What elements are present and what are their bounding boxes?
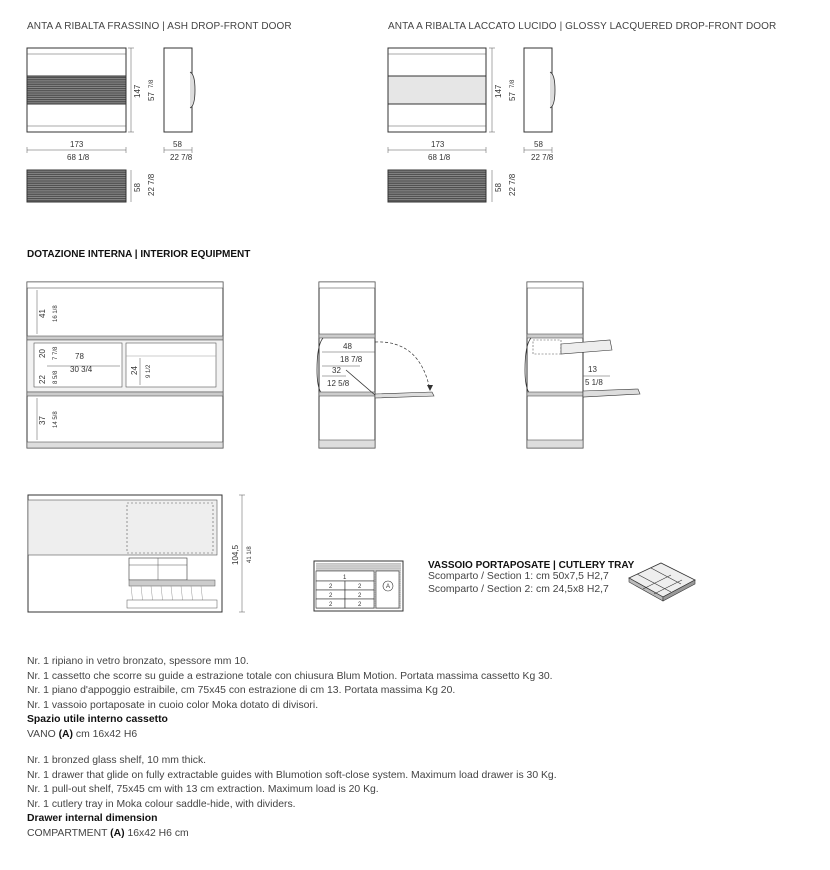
note-compartment: [27, 827, 557, 842]
tray-section-2-label: 2: [329, 593, 333, 599]
dim-right-h-in: 9 1/2: [146, 364, 152, 378]
tray-section-1-label: 1: [343, 575, 347, 581]
dim-drawer-w-cm: 78: [75, 352, 84, 361]
dim-front-h-in: 41 1/8: [247, 546, 253, 563]
dim-depth-in: 22 7/8: [170, 153, 193, 162]
caption-interior-equipment: DOTAZIONE INTERNA | INTERIOR EQUIPMENT: [27, 249, 251, 260]
dim-side-b-cm: 32: [332, 366, 341, 375]
dim-top-cm: 41: [38, 309, 47, 318]
dim-width-in: 68 1/8: [428, 153, 451, 162]
compartment-size: 16x42 H6 cm: [124, 827, 189, 839]
cutlery-tray-info: [428, 560, 634, 596]
dim-height-in-frac: 7/8: [510, 79, 516, 88]
compartment-prefix: COMPARTMENT: [27, 827, 111, 839]
dim-plan-cm: 58: [494, 183, 503, 192]
dim-height-in: 57: [147, 92, 156, 101]
side-section-open-drawer: [317, 282, 434, 448]
dim-mid1-in: 7 7/8: [53, 346, 59, 360]
dim-height-cm: 147: [494, 84, 503, 98]
note-line: Nr. 1 bronzed glass shelf, 10 mm thick.: [27, 755, 207, 766]
vano-size: cm 16x42 H6: [73, 728, 138, 740]
note-line: Nr. 1 pull-out shelf, 75x45 cm with 13 cm extraction. Maximum load is 20 Kg.: [27, 784, 379, 796]
notes-english: [27, 754, 557, 842]
dim-depth-cm: 58: [173, 140, 182, 149]
cutlery-tray-section-2: Scomparto / Section 2: cm 24,5x8 H2,7: [428, 583, 609, 595]
cutlery-tray-isometric: [629, 563, 695, 601]
dim-mid1-cm: 20: [38, 349, 47, 358]
dim-mid2-cm: 22: [38, 375, 47, 384]
dim-top-in: 16 1/8: [53, 305, 59, 322]
note-line: Nr. 1 drawer that glide on fully extractable guides with Blumotion soft-close system. Maximum load drawer is 30 Kg.: [27, 769, 557, 781]
dim-height-in: 57: [508, 92, 517, 101]
tray-compartment-a-label: A: [386, 584, 391, 590]
note-vano: [27, 728, 553, 743]
tray-section-2-label: 2: [358, 602, 362, 608]
note-heading: Spazio utile interno cassetto: [27, 714, 168, 726]
note-line: Nr. 1 vassoio portaposate in cuoio color Moka dotato di divisori.: [27, 699, 319, 711]
dim-width-cm: 173: [431, 140, 445, 149]
dim-width-in: 68 1/8: [67, 153, 90, 162]
note-line: Nr. 1 cutlery tray in Moka colour saddle-hide, with dividers.: [27, 798, 296, 810]
ash-plan-view: [27, 170, 131, 202]
dim-drawer-w-in: 30 3/4: [70, 365, 93, 374]
tray-section-2-label: 2: [329, 584, 333, 590]
lacquer-front-elevation: [388, 48, 495, 153]
lacquer-plan-view: [388, 170, 492, 202]
lacquer-side-elevation: [524, 48, 555, 153]
vano-a-label: (A): [58, 728, 73, 740]
compartment-a-label: (A): [110, 827, 125, 839]
dim-height-cm: 147: [133, 84, 142, 98]
dim-side-b-in: 12 5/8: [327, 379, 350, 388]
dim-side-a-in: 18 7/8: [340, 355, 363, 364]
note-line: Nr. 1 piano d'appoggio estraibile, cm 75x45 con estrazione di cm 13. Portata massima Kg 20.: [27, 685, 456, 697]
dim-right-h-cm: 24: [130, 366, 139, 375]
front-elevation-open: [28, 495, 245, 612]
dim-plan-in: 22 7/8: [508, 173, 517, 196]
ash-side-elevation: [164, 48, 195, 153]
dim-width-cm: 173: [70, 140, 84, 149]
tray-section-2-label: 2: [358, 593, 362, 599]
dim-ext-in: 5 1/8: [585, 378, 603, 387]
dim-bot-cm: 37: [38, 416, 47, 425]
ash-front-elevation: [27, 48, 134, 153]
dim-front-h-cm: 104,5: [231, 544, 240, 565]
caption-ash-door: ANTA A RIBALTA FRASSINO | ASH DROP-FRONT DOOR: [27, 21, 292, 32]
dim-side-a-cm: 48: [343, 342, 352, 351]
dim-depth-cm: 58: [534, 140, 543, 149]
dim-mid2-in: 8 5/8: [53, 370, 59, 384]
note-line: Nr. 1 ripiano in vetro bronzato, spessore mm 10.: [27, 656, 249, 667]
tray-section-2-label: 2: [329, 602, 333, 608]
caption-lacquer-door: ANTA A RIBALTA LACCATO LUCIDO | GLOSSY LACQUERED DROP-FRONT DOOR: [388, 21, 777, 32]
dim-plan-cm: 58: [133, 183, 142, 192]
dim-depth-in: 22 7/8: [531, 153, 554, 162]
side-section-pull-out-shelf: [525, 282, 640, 448]
cutlery-tray-section-1: Scomparto / Section 1: cm 50x7,5 H2,7: [428, 571, 609, 582]
cutlery-tray-title: VASSOIO PORTAPOSATE | CUTLERY TRAY: [428, 560, 635, 571]
dim-ext-cm: 13: [588, 365, 597, 374]
note-line: Nr. 1 cassetto che scorre su guide a estrazione totale con chiusura Blum Motion. Portata massima cassetto Kg 30.: [27, 670, 553, 682]
dim-bot-in: 14 5/8: [53, 411, 59, 428]
dim-plan-in: 22 7/8: [147, 173, 156, 196]
notes-italian: [27, 655, 553, 743]
dim-height-in-frac: 7/8: [149, 79, 155, 88]
tray-section-2-label: 2: [358, 584, 362, 590]
note-heading: Drawer internal dimension: [27, 813, 158, 825]
vano-prefix: VANO: [27, 728, 59, 740]
